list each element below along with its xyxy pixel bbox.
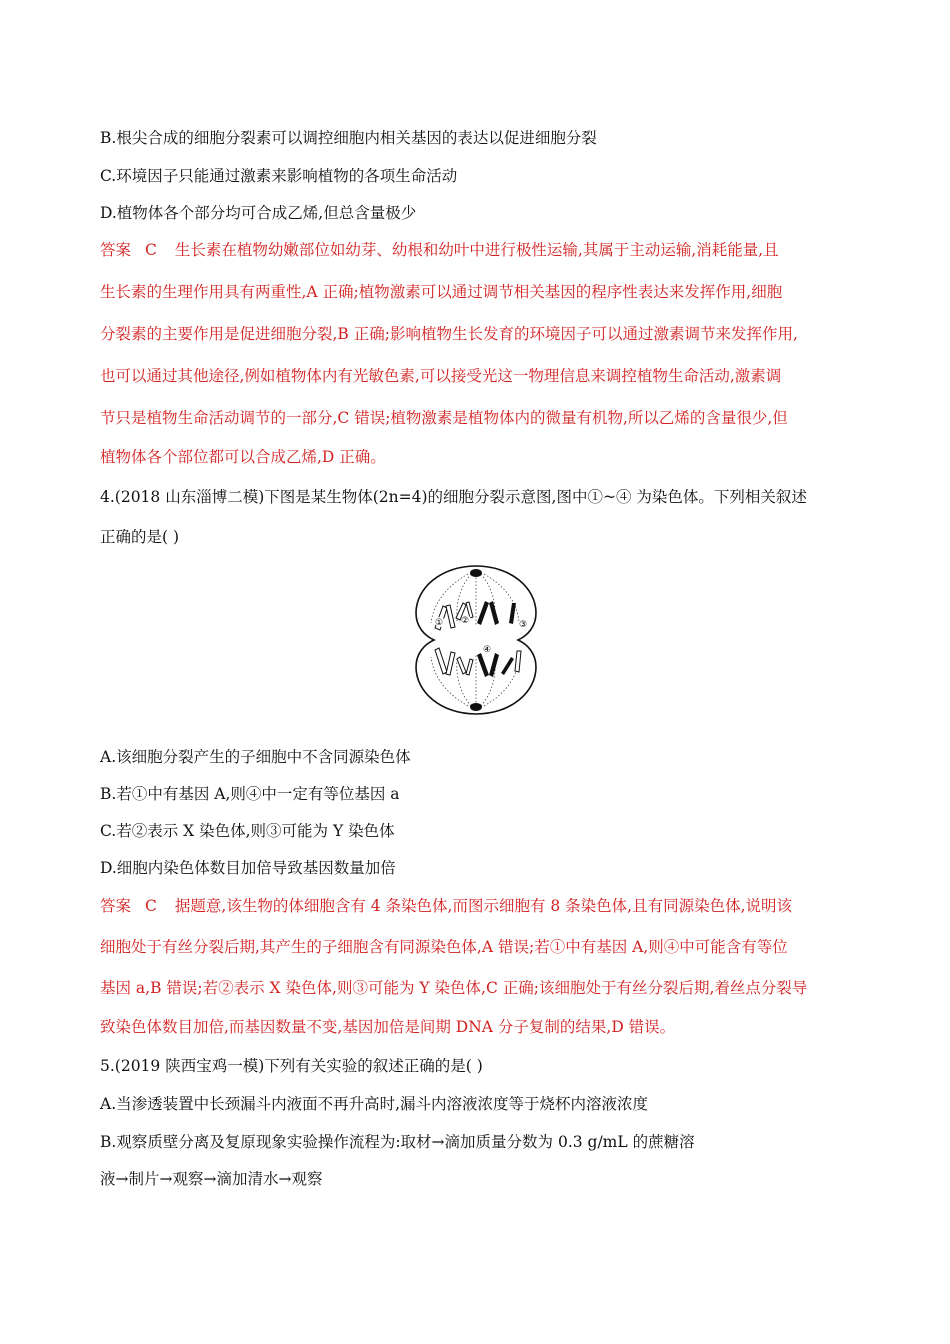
q4-answer-line-1 (100, 896, 792, 916)
q4-option-a: A.该细胞分裂产生的子细胞中不含同源染色体 (100, 748, 411, 766)
spindle-fibers (431, 574, 519, 706)
q4-stem-line-1: 4.(2018 山东淄博二模)下图是某生物体(2n=4)的细胞分裂示意图,图中①~④ 为染色体。下列相关叙述 (100, 488, 807, 506)
answer-label: 答案 (100, 241, 132, 259)
q4-explanation-line: 细胞处于有丝分裂后期,其产生的子细胞含有同源染色体,A 错误;若①中有基因 A,则④中可能含有等位 (100, 938, 788, 956)
centriole-bottom (470, 703, 482, 711)
q3-explanation-line: 植物体各个部位都可以合成乙烯,D 正确。 (100, 448, 386, 466)
q3-answer-line-1 (100, 240, 779, 260)
label-1: ① (435, 618, 444, 628)
upper-chromosomes (435, 601, 516, 630)
q3-option-d: D.植物体各个部分均可合成乙烯,但总含量极少 (100, 204, 417, 222)
label-3: ③ (519, 620, 528, 630)
q4-stem-line-2: 正确的是( ) (100, 528, 180, 546)
q3-option-c: C.环境因子只能通过激素来影响植物的各项生命活动 (100, 167, 458, 185)
q3-explanation-line: 生长素的生理作用具有两重性,A 正确;植物激素可以通过调节相关基因的程序性表达来发挥作用,细胞 (100, 283, 783, 301)
q3-explanation-line: 也可以通过其他途径,例如植物体内有光敏色素,可以接受光这一物理信息来调控植物生命活动,激素调 (100, 367, 782, 385)
label-2: ② (461, 616, 470, 626)
answer-letter: C (145, 241, 157, 259)
q4-explanation-line: 致染色体数目加倍,而基因数量不变,基因加倍是间期 DNA 分子复制的结果,D 错误。 (100, 1018, 676, 1036)
q5-option-b-line-2: 液→制片→观察→滴加清水→观察 (100, 1170, 323, 1188)
q3-option-b: B.根尖合成的细胞分裂素可以调控细胞内相关基因的表达以促进细胞分裂 (100, 129, 597, 147)
q5-stem: 5.(2019 陕西宝鸡一模)下列有关实验的叙述正确的是( ) (100, 1057, 483, 1075)
q4-explanation-line: 基因 a,B 错误;若②表示 X 染色体,则③可能为 Y 染色体,C 正确;该细胞处于有丝分裂后期,着丝点分裂导 (100, 979, 808, 997)
explanation-text: 据题意,该生物的体细胞含有 4 条染色体,而图示细胞有 8 条染色体,且有同源染色体,说明该 (174, 897, 793, 915)
cell-division-figure (413, 563, 539, 717)
q5-option-b-line-1: B.观察质壁分离及复原现象实验操作流程为:取材→滴加质量分数为 0.3 g/mL 的蔗糖溶 (100, 1133, 695, 1151)
centriole-top (470, 569, 482, 577)
answer-label: 答案 (100, 897, 132, 915)
q4-option-d: D.细胞内染色体数目加倍导致基因数量加倍 (100, 859, 396, 877)
q4-option-b: B.若①中有基因 A,则④中一定有等位基因 a (100, 785, 400, 803)
q3-explanation-line: 分裂素的主要作用是促进细胞分裂,B 正确;影响植物生长发育的环境因子可以通过激素调节来发挥作用, (100, 325, 798, 343)
answer-letter: C (145, 897, 157, 915)
explanation-text: 生长素在植物幼嫩部位如幼芽、幼根和幼叶中进行极性运输,其属于主动运输,消耗能量,且 (174, 241, 779, 259)
q5-option-a: A.当渗透装置中长颈漏斗内液面不再升高时,漏斗内溶液浓度等于烧杯内溶液浓度 (100, 1095, 649, 1113)
q4-option-c: C.若②表示 X 染色体,则③可能为 Y 染色体 (100, 822, 395, 840)
label-4: ④ (483, 645, 492, 655)
q3-explanation-line: 节只是植物生命活动调节的一部分,C 错误;植物激素是植物体内的微量有机物,所以乙烯的含量很少,但 (100, 409, 788, 427)
lower-chromosomes (435, 648, 521, 677)
